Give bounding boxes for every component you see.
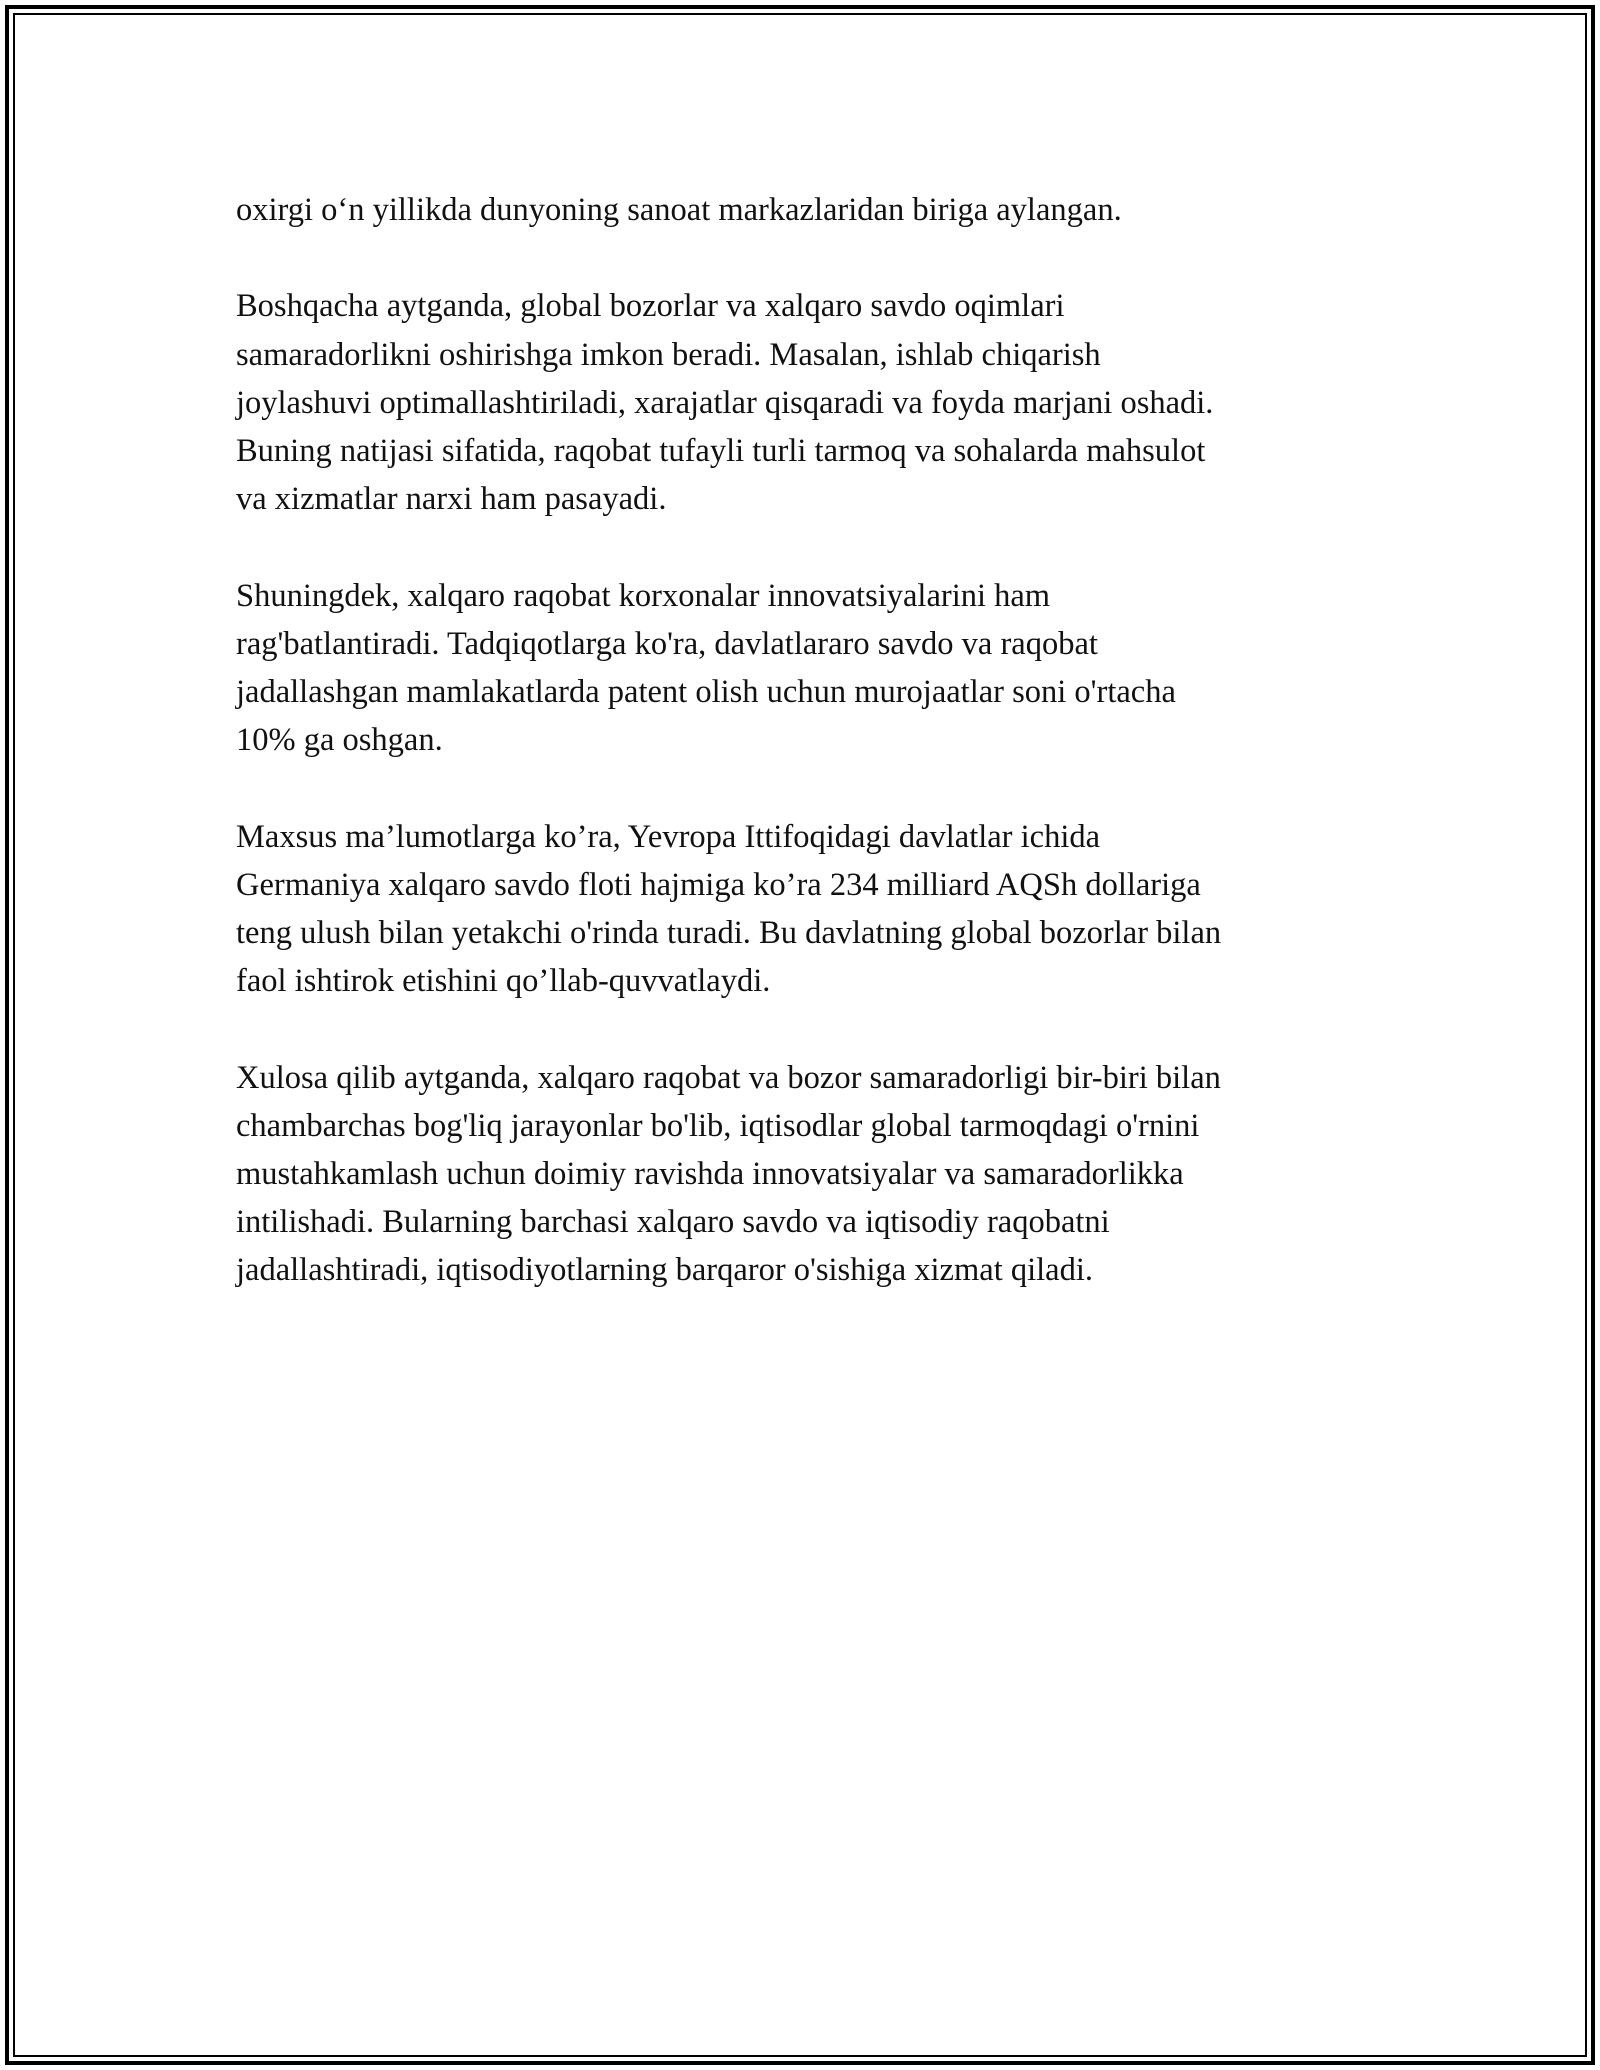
text-line: jadallashtiradi, iqtisodiyotlarning barqaror o'sishiga xizmat qiladi. — [236, 1252, 1093, 1289]
paragraph-1 — [236, 186, 1376, 234]
text-line: joylashuvi optimallashtiriladi, xarajatlar qisqaradi va foyda marjani oshadi. — [236, 384, 1214, 421]
text-line: Xulosa qilib aytganda, xalqaro raqobat va bozor samaradorligi bir-biri bilan — [236, 1059, 1221, 1096]
text-line: intilishadi. Bularning barchasi xalqaro savdo va iqtisodiy raqobatni — [236, 1204, 1110, 1241]
text-line: Germaniya xalqaro savdo floti hajmiga ko’ra 234 milliard AQSh dollariga — [236, 866, 1201, 903]
text-line: samaradorlikni oshirishga imkon beradi. Masalan, ishlab chiqarish — [236, 336, 1101, 373]
document-body — [236, 186, 1376, 1343]
text-line: Boshqacha aytganda, global bozorlar va xalqaro savdo oqimlari — [236, 288, 1065, 325]
text-line: faol ishtirok etishini qo’llab-quvvatlaydi. — [236, 963, 771, 1000]
paragraph-4 — [236, 813, 1376, 1006]
text-line: jadallashgan mamlakatlarda patent olish uchun murojaatlar soni o'rtacha — [236, 674, 1176, 710]
text-line: Buning natijasi sifatida, raqobat tufayli turli tarmoq va sohalarda mahsulot — [236, 433, 1206, 469]
text-line: mustahkamlash uchun doimiy ravishda innovatsiyalar va samaradorlikka — [236, 1156, 1184, 1192]
paragraph-3 — [236, 572, 1376, 765]
text-line: oxirgi o‘n yillikda dunyoning sanoat markazlaridan biriga aylangan. — [236, 192, 1122, 228]
text-line: va xizmatlar narxi ham pasayadi. — [236, 481, 667, 518]
text-line: Maxsus ma’lumotlarga ko’ra, Yevropa Ittifoqidagi davlatlar ichida — [236, 818, 1101, 855]
text-line: chambarchas bog'liq jarayonlar bo'lib, iqtisodlar global tarmoqdagi o'rnini — [236, 1107, 1200, 1144]
text-line: rag'batlantiradi. Tadqiqotlarga ko'ra, davlatlararo savdo va raqobat — [236, 625, 1098, 662]
paragraph-2 — [236, 282, 1376, 523]
text-line: teng ulush bilan yetakchi o'rinda turadi. Bu davlatning global bozorlar bilan — [236, 915, 1222, 951]
paragraph-5 — [236, 1054, 1376, 1295]
text-line: 10% ga oshgan. — [236, 722, 443, 759]
text-line: Shuningdek, xalqaro raqobat korxonalar innovatsiyalarini ham — [236, 577, 1051, 614]
